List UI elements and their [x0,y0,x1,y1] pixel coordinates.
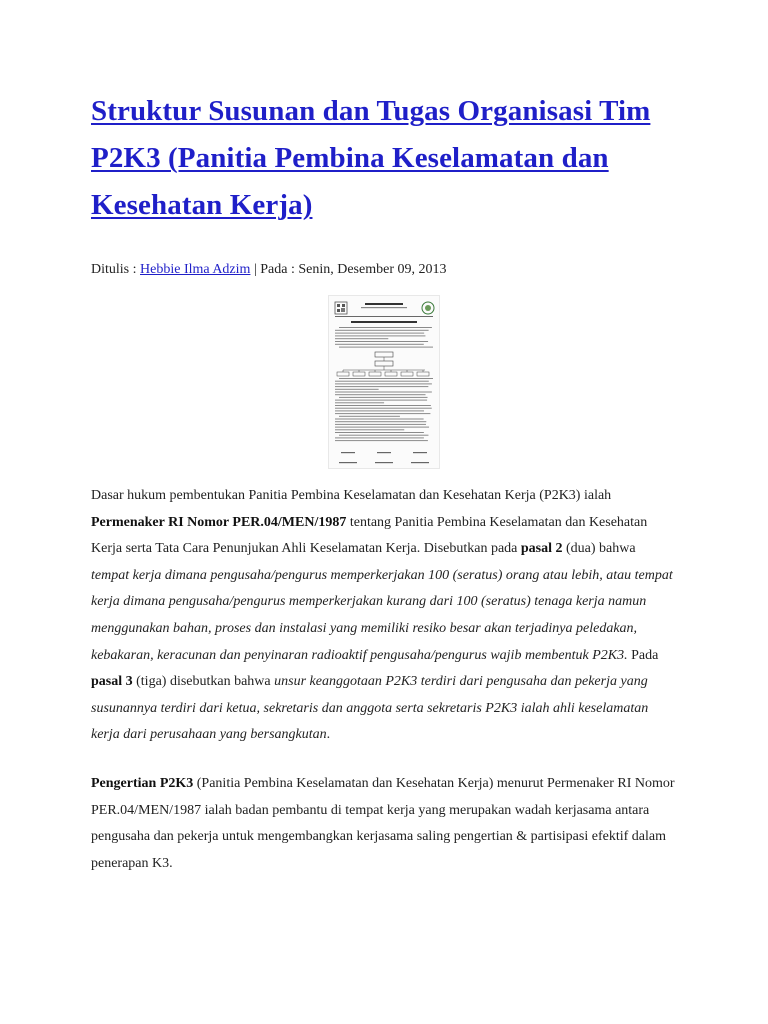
byline-prefix: Ditulis : [91,262,141,277]
author-link[interactable]: Hebbie Ilma Adzim [140,262,251,277]
para1-italic-pasal3-quote: unsur keanggotaan P2K3 terdiri dari pengusaha dan pekerja yang susunannya terdiri dari ketua, sekretaris dan anggota serta sekretaris P2K3 ialah ahli keselamatan kerja dari perusahaan yang bersangkutan [91,674,649,743]
para1-text-4: Pada [627,647,659,663]
para1-bold-pasal2: pasal 2 [520,541,563,557]
article-title-link[interactable]: Struktur Susunan dan Tugas Organisasi Tim P2K3 (Panitia Pembina Keselamatan dan Kesehatan Kerja) [91,95,651,221]
article [91,88,676,877]
para2-bold-term: Pengertian P2K3 [91,775,194,791]
para2-text: (Panitia Pembina Keselamatan dan Kesehatan Kerja) menurut Permenaker RI Nomor PER.04/MEN/1987 ialah badan pembantu di tempat kerja yang merupakan wadah kerjasama antara pengusaha dan pekerja untuk mengembangkan kerjasama saling pengertian & partisipasi efektif dalam penerapan K3. [91,775,675,871]
document-thumbnail-icon[interactable] [328,295,440,469]
paragraph-dasar-hukum [91,483,676,749]
post-date: Senin, Desember 09, 2013 [298,262,447,277]
para1-bold-pasal3: pasal 3 [91,674,133,690]
paragraph-pengertian [91,771,676,877]
para1-bold-regulation: Permenaker RI Nomor PER.04/MEN/1987 [91,514,347,530]
para1-text-6: . [326,727,331,743]
byline [91,260,676,280]
para1-italic-pasal2-quote: tempat kerja dimana pengusaha/pengurus memperkerjakan 100 (seratus) orang atau lebih, atau tempat kerja dimana pengusaha/pengurus memperkerjakan kurang dari 100 (seratus) tenaga kerja namun menggunakan bahan, proses dan instalasi yang memiliki resiko besar akan terjadinya peledakan, kebakaran, keracunan dan penyinaran radioaktif pengusaha/pengurus wajib membentuk P2K3. [91,567,673,663]
byline-separator: | Pada : [250,262,299,277]
para1-text-1: Dasar hukum pembentukan Panitia Pembina Keselamatan dan Kesehatan Kerja (P2K3) ialah [91,488,612,503]
thumbnail-container [91,295,676,469]
para1-text-3: (dua) bahwa [562,541,636,557]
para1-text-2: tentang Panitia Pembina Keselamatan dan Kesehatan Kerja serta Tata Cara Penunjukan Ahli Keselamatan Kerja. Disebutkan pada [91,514,648,557]
para1-text-5: (tiga) disebutkan bahwa [132,674,275,690]
article-title [91,88,676,229]
